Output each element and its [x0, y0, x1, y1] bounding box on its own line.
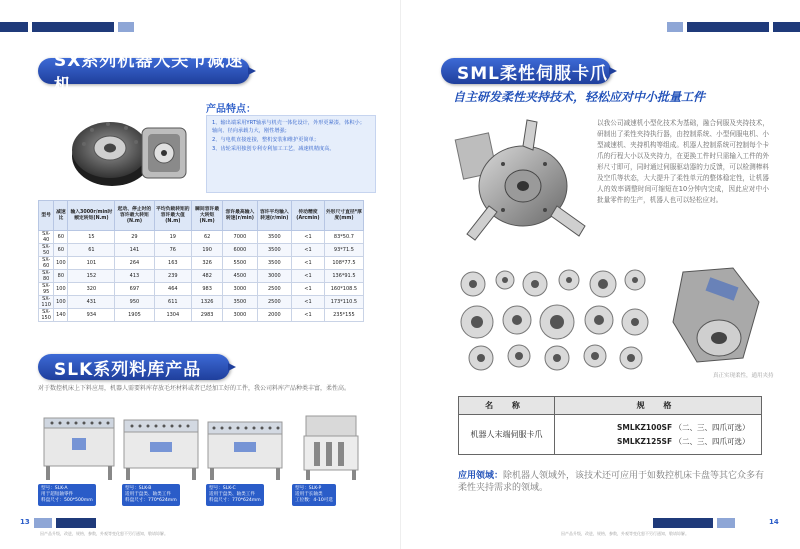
table-cell: 100	[54, 296, 68, 309]
table-cell: 100	[54, 257, 68, 270]
table-cell: SX-95	[39, 283, 54, 296]
slk-p-usage: 适用于长轴类	[295, 492, 323, 497]
table-cell: 136*91.5	[324, 270, 363, 283]
sx-spec-table	[38, 200, 364, 322]
th-model: 型号	[39, 201, 54, 231]
slk-b-model: 型号：SLK-B	[125, 486, 152, 491]
table-cell: 326	[192, 257, 223, 270]
th-rated-torque: 输入3000r/min时额定转矩(N.m)	[68, 201, 115, 231]
slk-c-model: 型号：SLK-C	[209, 486, 236, 491]
slk-section-title: SLK系列料库产品	[38, 354, 230, 380]
table-cell: 163	[154, 257, 192, 270]
th-avg-load-torque: 平均负载转矩的容许最大值(N.m)	[154, 201, 192, 231]
table-cell: 1905	[115, 309, 154, 322]
table-cell: 62	[192, 231, 223, 244]
table-cell: 101	[68, 257, 115, 270]
workpieces-image	[453, 262, 653, 372]
table-cell: 160*108.5	[324, 283, 363, 296]
spec-table-body	[39, 231, 364, 322]
table-cell: 320	[68, 283, 115, 296]
features-title: 产品特点：	[206, 104, 256, 115]
table-cell: 413	[115, 270, 154, 283]
slk-a-usage: 用于超短轴零件	[41, 492, 74, 497]
model-code-1: SMLKZ100SF	[617, 422, 673, 432]
table-cell: 934	[68, 309, 115, 322]
table-cell: 19	[154, 231, 192, 244]
footer-decor-bars-right	[401, 518, 800, 528]
slk-a-machine-image	[38, 412, 120, 484]
table-cell: SX-110	[39, 296, 54, 309]
model-line-2	[617, 435, 761, 449]
table-cell: 140	[54, 309, 68, 322]
footnote-right: 因产品升级，改进，规格，参数，外观等变化恕不另行通知，敬请谅解。	[561, 531, 689, 536]
catalog-row	[459, 415, 762, 455]
table-cell: SX-60	[39, 257, 54, 270]
application-field	[458, 470, 768, 494]
sx-section-title: SX系列机器人关节减速机	[38, 58, 250, 84]
model-line-1	[617, 421, 761, 435]
table-cell: 93*71.5	[324, 244, 363, 257]
table-cell: 431	[68, 296, 115, 309]
th-dimensions: 外形尺寸直径*厚度(mm)	[324, 201, 363, 231]
table-cell: 4500	[223, 270, 257, 283]
table-cell: 2500	[257, 283, 291, 296]
slk-c-size: 料盘尺寸：770*624mm	[209, 498, 261, 503]
col-spec-header: 规 格	[555, 397, 762, 415]
slk-c-caption	[206, 484, 264, 506]
table-cell: 3500	[223, 296, 257, 309]
table-cell: 60	[54, 244, 68, 257]
th-momentary-torque: 瞬间容许最大转矩(N.m)	[192, 201, 223, 231]
feature-1: 1、输出端采用YRT轴承与机壳一体化设计，外形更紧凑，体积小；轴向、径向承载力大，刚性增强；	[212, 120, 365, 134]
table-row	[39, 244, 364, 257]
reducer-product-image	[62, 98, 202, 198]
product-name: 机器人末端伺服卡爪	[459, 415, 555, 455]
slk-a-model: 型号：SLK-A	[41, 486, 68, 491]
table-cell: 1326	[192, 296, 223, 309]
table-cell: <1	[292, 283, 325, 296]
slk-p-machine-image	[290, 412, 372, 484]
feature-3: 3、齿轮采用独创专利专利加工工艺，减速机精度高。	[212, 146, 335, 152]
table-cell: 29	[115, 231, 154, 244]
table-cell: SX-150	[39, 309, 54, 322]
th-ratio: 减速比	[54, 201, 68, 231]
table-cell: 2500	[257, 296, 291, 309]
table-cell: 190	[192, 244, 223, 257]
slk-a-size: 料盘尺寸：500*500mm	[41, 498, 93, 503]
right-page	[400, 0, 800, 549]
catalog-header-row	[459, 397, 762, 415]
table-row	[39, 296, 364, 309]
table-cell: <1	[292, 270, 325, 283]
table-row	[39, 270, 364, 283]
table-row	[39, 231, 364, 244]
table-cell: SX-80	[39, 270, 54, 283]
model-code-2: SMLKZ125SF	[617, 436, 673, 446]
table-cell: 482	[192, 270, 223, 283]
footnote-left: 因产品升级，改进，规格，参数，外观等变化恕不另行通知，敬请谅解。	[40, 531, 168, 536]
table-cell: 76	[154, 244, 192, 257]
table-cell: 7000	[223, 231, 257, 244]
table-cell: <1	[292, 244, 325, 257]
table-cell: 3500	[257, 244, 291, 257]
table-cell: 60	[54, 231, 68, 244]
table-header-row	[39, 201, 364, 231]
features-box	[206, 115, 376, 193]
table-cell: 611	[154, 296, 192, 309]
table-cell: 61	[68, 244, 115, 257]
table-cell: <1	[292, 257, 325, 270]
col-name-header: 名 称	[459, 397, 555, 415]
table-cell: 3000	[257, 270, 291, 283]
table-cell: 173*110.5	[324, 296, 363, 309]
slk-p-caption	[292, 484, 336, 506]
table-cell: 3500	[257, 257, 291, 270]
table-cell: <1	[292, 296, 325, 309]
servo-gripper-image	[453, 116, 591, 254]
table-cell: 235*155	[324, 309, 363, 322]
table-cell: 239	[154, 270, 192, 283]
slk-p-stations: 工位数：4-10可选	[295, 498, 333, 503]
table-row	[39, 309, 364, 322]
footer-decor-bars	[0, 518, 400, 528]
table-cell: 2983	[192, 309, 223, 322]
th-max-input-speed: 容许最高输入转速(r/min)	[223, 201, 257, 231]
table-cell: SX-40	[39, 231, 54, 244]
sml-subtitle: 自主研发柔性夹持技术，轻松应对中小批量工件	[453, 90, 706, 104]
table-cell: <1	[292, 309, 325, 322]
table-cell: 464	[154, 283, 192, 296]
app-label: 应用领域：	[458, 471, 504, 481]
table-row	[39, 257, 364, 270]
slk-b-machine-image	[120, 412, 202, 484]
table-cell: 5500	[223, 257, 257, 270]
table-cell: 2000	[257, 309, 291, 322]
top-decor-bars	[0, 22, 400, 32]
th-accuracy: 传动精度(Arcmin)	[292, 201, 325, 231]
slk-b-usage: 适用于盘类、轴类工件	[125, 492, 171, 497]
page-number-right: 14	[769, 518, 779, 526]
slk-description: 对于数控机床上下料应用，机器人需要料库存放毛坯材料或者已经加工好的工件，我公司料库产品种类丰富，柔性高。	[38, 385, 351, 392]
angle-reducer-image	[663, 262, 769, 372]
model-note-1: （二、三、四爪可选）	[674, 422, 750, 432]
table-cell: <1	[292, 231, 325, 244]
table-cell: 1304	[154, 309, 192, 322]
table-cell: 6000	[223, 244, 257, 257]
table-row	[39, 283, 364, 296]
slk-a-caption	[38, 484, 96, 506]
table-cell: 983	[192, 283, 223, 296]
model-note-2: （二、三、四爪可选）	[674, 436, 750, 446]
table-cell: 264	[115, 257, 154, 270]
product-models	[555, 415, 762, 455]
table-cell: 3500	[257, 231, 291, 244]
table-cell: 141	[115, 244, 154, 257]
slk-c-machine-image	[204, 412, 286, 484]
sml-section-title: SML柔性伺服卡爪	[441, 58, 611, 84]
table-cell: 3000	[223, 283, 257, 296]
sml-description: 以我公司减速机小型化技术为基础，融合伺服及夹持技术，研制出了柔性夹持执行器，由控制系统、小型伺服电机、小型减速机、夹持机构等组成。机器人控制系统可控制每个卡爪的行程大小以及夹持力，在更换工件时只需输入工件的外形尺寸即可，同时通过伺服驱动器的力反馈，可以检测棒料及空爪等状态，大大提升了柔性单元的整体稳定性，让机器人的效率调整时间可缩短在10分钟内完成，因此应对中小批量零件的生产，机器人也可以轻松应对。	[597, 119, 769, 204]
table-cell: 950	[115, 296, 154, 309]
table-cell: 3000	[223, 309, 257, 322]
slk-b-size: 料盘尺寸：770*624mm	[125, 498, 177, 503]
image-caption: 真正实现柔性，通用夹持	[713, 373, 774, 379]
table-cell: 697	[115, 283, 154, 296]
table-cell: 108*77.5	[324, 257, 363, 270]
top-decor-bars-right	[401, 22, 800, 32]
table-cell: SX-50	[39, 244, 54, 257]
table-cell: 152	[68, 270, 115, 283]
app-text: 除机器人领域外，该技术还可应用于如数控机床卡盘等其它众多有柔性夹持需求的领域。	[458, 471, 765, 493]
slk-p-model: 型号：SLK-P	[295, 486, 322, 491]
product-catalog-table	[458, 396, 762, 455]
slk-b-caption	[122, 484, 180, 506]
feature-2: 2、与电机直接连接，整机安装和维护更简单；	[212, 137, 320, 143]
slk-c-usage: 适用于盘类、轴类工件	[209, 492, 255, 497]
th-start-stop-torque: 起动、停止时的容许最大转矩(N.m)	[115, 201, 154, 231]
th-avg-input-speed: 容许平均输入转速(r/min)	[257, 201, 291, 231]
table-cell: 80	[54, 270, 68, 283]
table-cell: 83*50.7	[324, 231, 363, 244]
table-cell: 100	[54, 283, 68, 296]
page-number-left: 13	[20, 518, 30, 526]
table-cell: 15	[68, 231, 115, 244]
